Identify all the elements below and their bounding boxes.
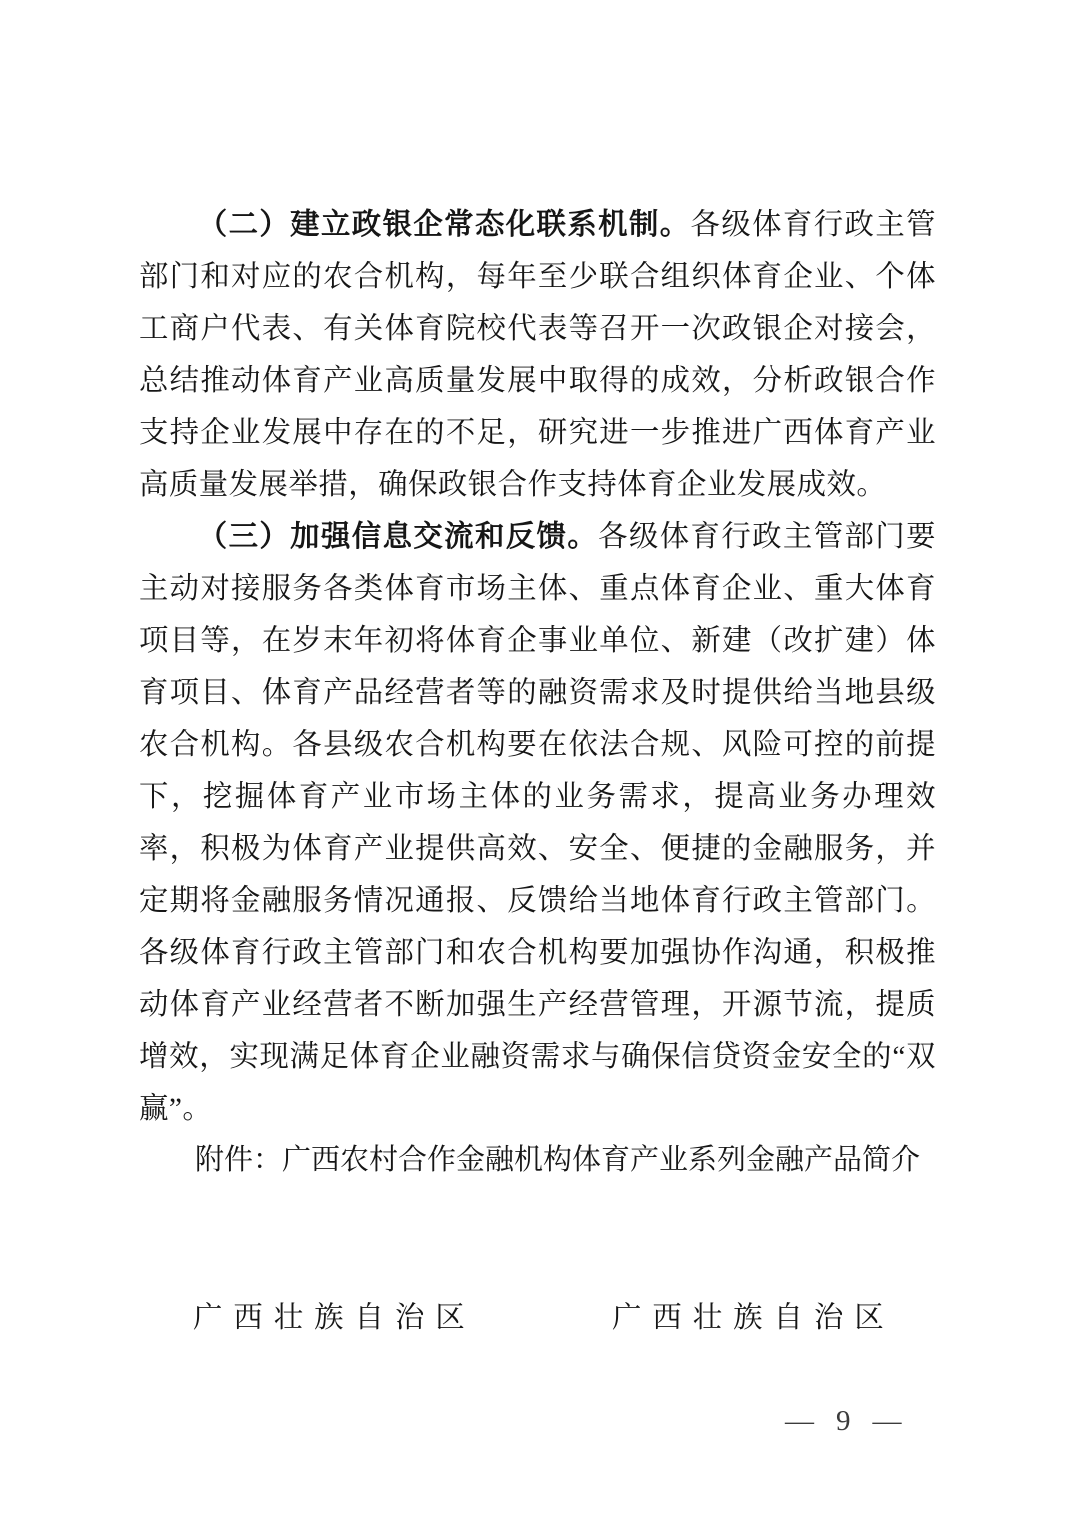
attachment-title: 广西农村合作金融机构体育产业系列金融产品简介 [282, 1144, 921, 1176]
section-2-heading: （二）建立政银企常态化联系机制。 [197, 209, 691, 241]
signature-line [0, 1300, 1074, 1340]
attachment-label: 附件： [195, 1144, 283, 1176]
attachment-line [195, 1142, 920, 1178]
page-number [785, 1406, 902, 1436]
section-3-text: 各级体育行政主管部门要主动对接服务各类体育市场主体、重点体育企业、重大体育项目等，在岁末年初将体育企事业单位、新建（改扩建）体育项目、体育产品经营者等的融资需求及时提供给当地县级农合机构。各县级农合机构要在依法合规、风险可控的前提下，挖掘体育产业市场主体的业务需求，提高业务办理效率，积极为体育产业提供高效、安全、便捷的金融服务，并定期将金融服务情况通报、反馈给当地体育行政主管部门。各级体育行政主管部门和农合机构要加强协作沟通，积极推动体育产业经营者不断加强生产经营管理，开源节流，提质增效，实现满足体育企业融资需求与确保信贷资金安全的“双赢”。 [139, 521, 937, 1125]
paragraph-section-2 [139, 199, 936, 511]
page-number-dash-left: — [785, 1405, 814, 1437]
section-2-text: 各级体育行政主管部门和对应的农合机构，每年至少联合组织体育企业、个体工商户代表、有关体育院校代表等召开一次政银企对接会，总结推动体育产业高质量发展中取得的成效，分析政银合作支持企业发展中存在的不足，研究进一步推进广西体育产业高质量发展举措，确保政银合作支持体育企业发展成效。 [139, 209, 937, 501]
signature-right: 广西壮族自治区 [612, 1302, 895, 1334]
section-3-heading: （三）加强信息交流和反馈。 [197, 521, 599, 553]
paragraph-section-3 [139, 511, 936, 1135]
signature-left: 广西壮族自治区 [193, 1302, 476, 1334]
page-number-dash-right: — [872, 1405, 902, 1437]
page-number-value: 9 [836, 1405, 851, 1437]
document-body [139, 199, 936, 1135]
